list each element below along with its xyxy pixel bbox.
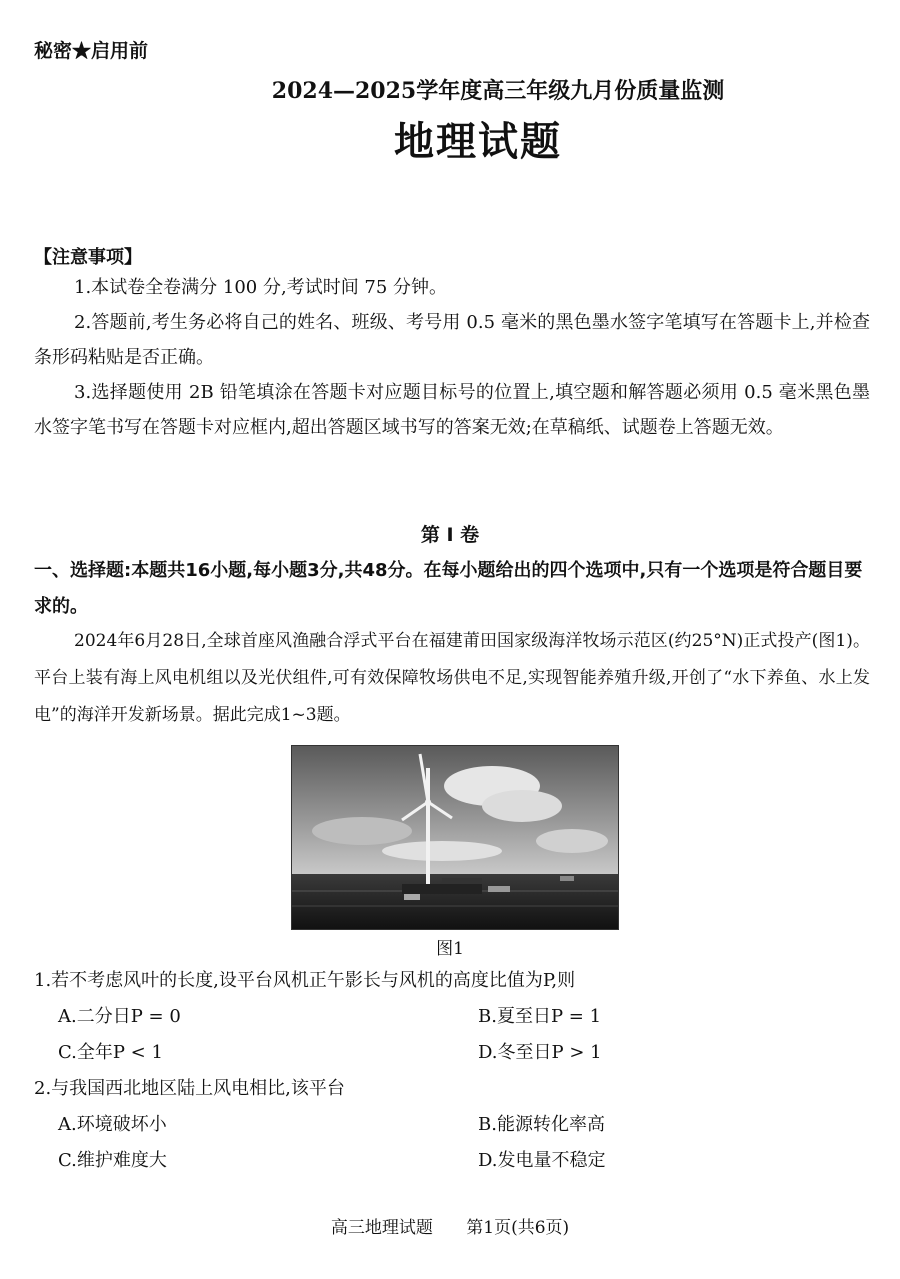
question-2-option-b: B.能源转化率高 (478, 1114, 605, 1135)
secret-label: 秘密★启用前 (34, 40, 149, 62)
footer-page-number: 第1页(共6页) (466, 1218, 570, 1238)
question-1-option-b: B.夏至日P = 1 (478, 1006, 602, 1027)
footer-subject: 高三地理试题 (330, 1218, 433, 1238)
notice-heading: 【注意事项】 (34, 247, 142, 268)
notice-item-3: 3.选择题使用 2B 铅笔填涂在答题卡对应题目标号的位置上,填空题和解答题必须用 0.5 毫米黑色墨水签字笔书写在答题卡对应框内,超出答题区域书写的答案无效;在草稿纸、试题卷上答题无效。 (34, 382, 870, 438)
notice-item-2: 2.答题前,考生务必将自己的姓名、班级、考号用 0.5 毫米的黑色墨水签字笔填写在答题卡上,并检查条形码粘贴是否正确。 (34, 312, 870, 368)
question-2-option-c: C.维护难度大 (58, 1150, 167, 1171)
figure-photo (291, 745, 619, 930)
page-footer (0, 1213, 900, 1238)
subject-title: 地理试题 (394, 118, 562, 165)
section-heading: 第 Ⅰ 卷 (420, 524, 480, 546)
wind-platform-photo (292, 746, 618, 929)
figure-caption: 图1 (436, 939, 464, 959)
exam-title: 2024—2025学年度高三年级九月份质量监测 (271, 78, 725, 104)
question-1-option-a: A.二分日P = 0 (58, 1006, 181, 1027)
question-1-option-d: D.冬至日P > 1 (478, 1042, 602, 1063)
material-paragraph: 2024年6月28日,全球首座风渔融合浮式平台在福建莆田国家级海洋牧场示范区(约25°N)正式投产(图1)。平台上装有海上风电机组以及光伏组件,可有效保障牧场供电不足,实现智能养殖升级,开创了“水下养鱼、水上发电”的海洋开发新场景。据此完成1~3题。 (34, 631, 870, 725)
question-2-option-a: A.环境破坏小 (58, 1114, 167, 1135)
question-1-option-c: C.全年P < 1 (58, 1042, 163, 1063)
question-2-stem: 2.与我国西北地区陆上风电相比,该平台 (34, 1078, 345, 1099)
notice-item-1: 1.本试卷全卷满分 100 分,考试时间 75 分钟。 (74, 277, 448, 298)
question-1-stem: 1.若不考虑风叶的长度,设平台风机正午影长与风机的高度比值为P,则 (34, 970, 576, 991)
question-2-option-d: D.发电量不稳定 (478, 1150, 606, 1171)
part-intro: 一、选择题:本题共16小题,每小题3分,共48分。在每小题给出的四个选项中,只有一个选项是符合题目要求的。 (34, 560, 863, 617)
